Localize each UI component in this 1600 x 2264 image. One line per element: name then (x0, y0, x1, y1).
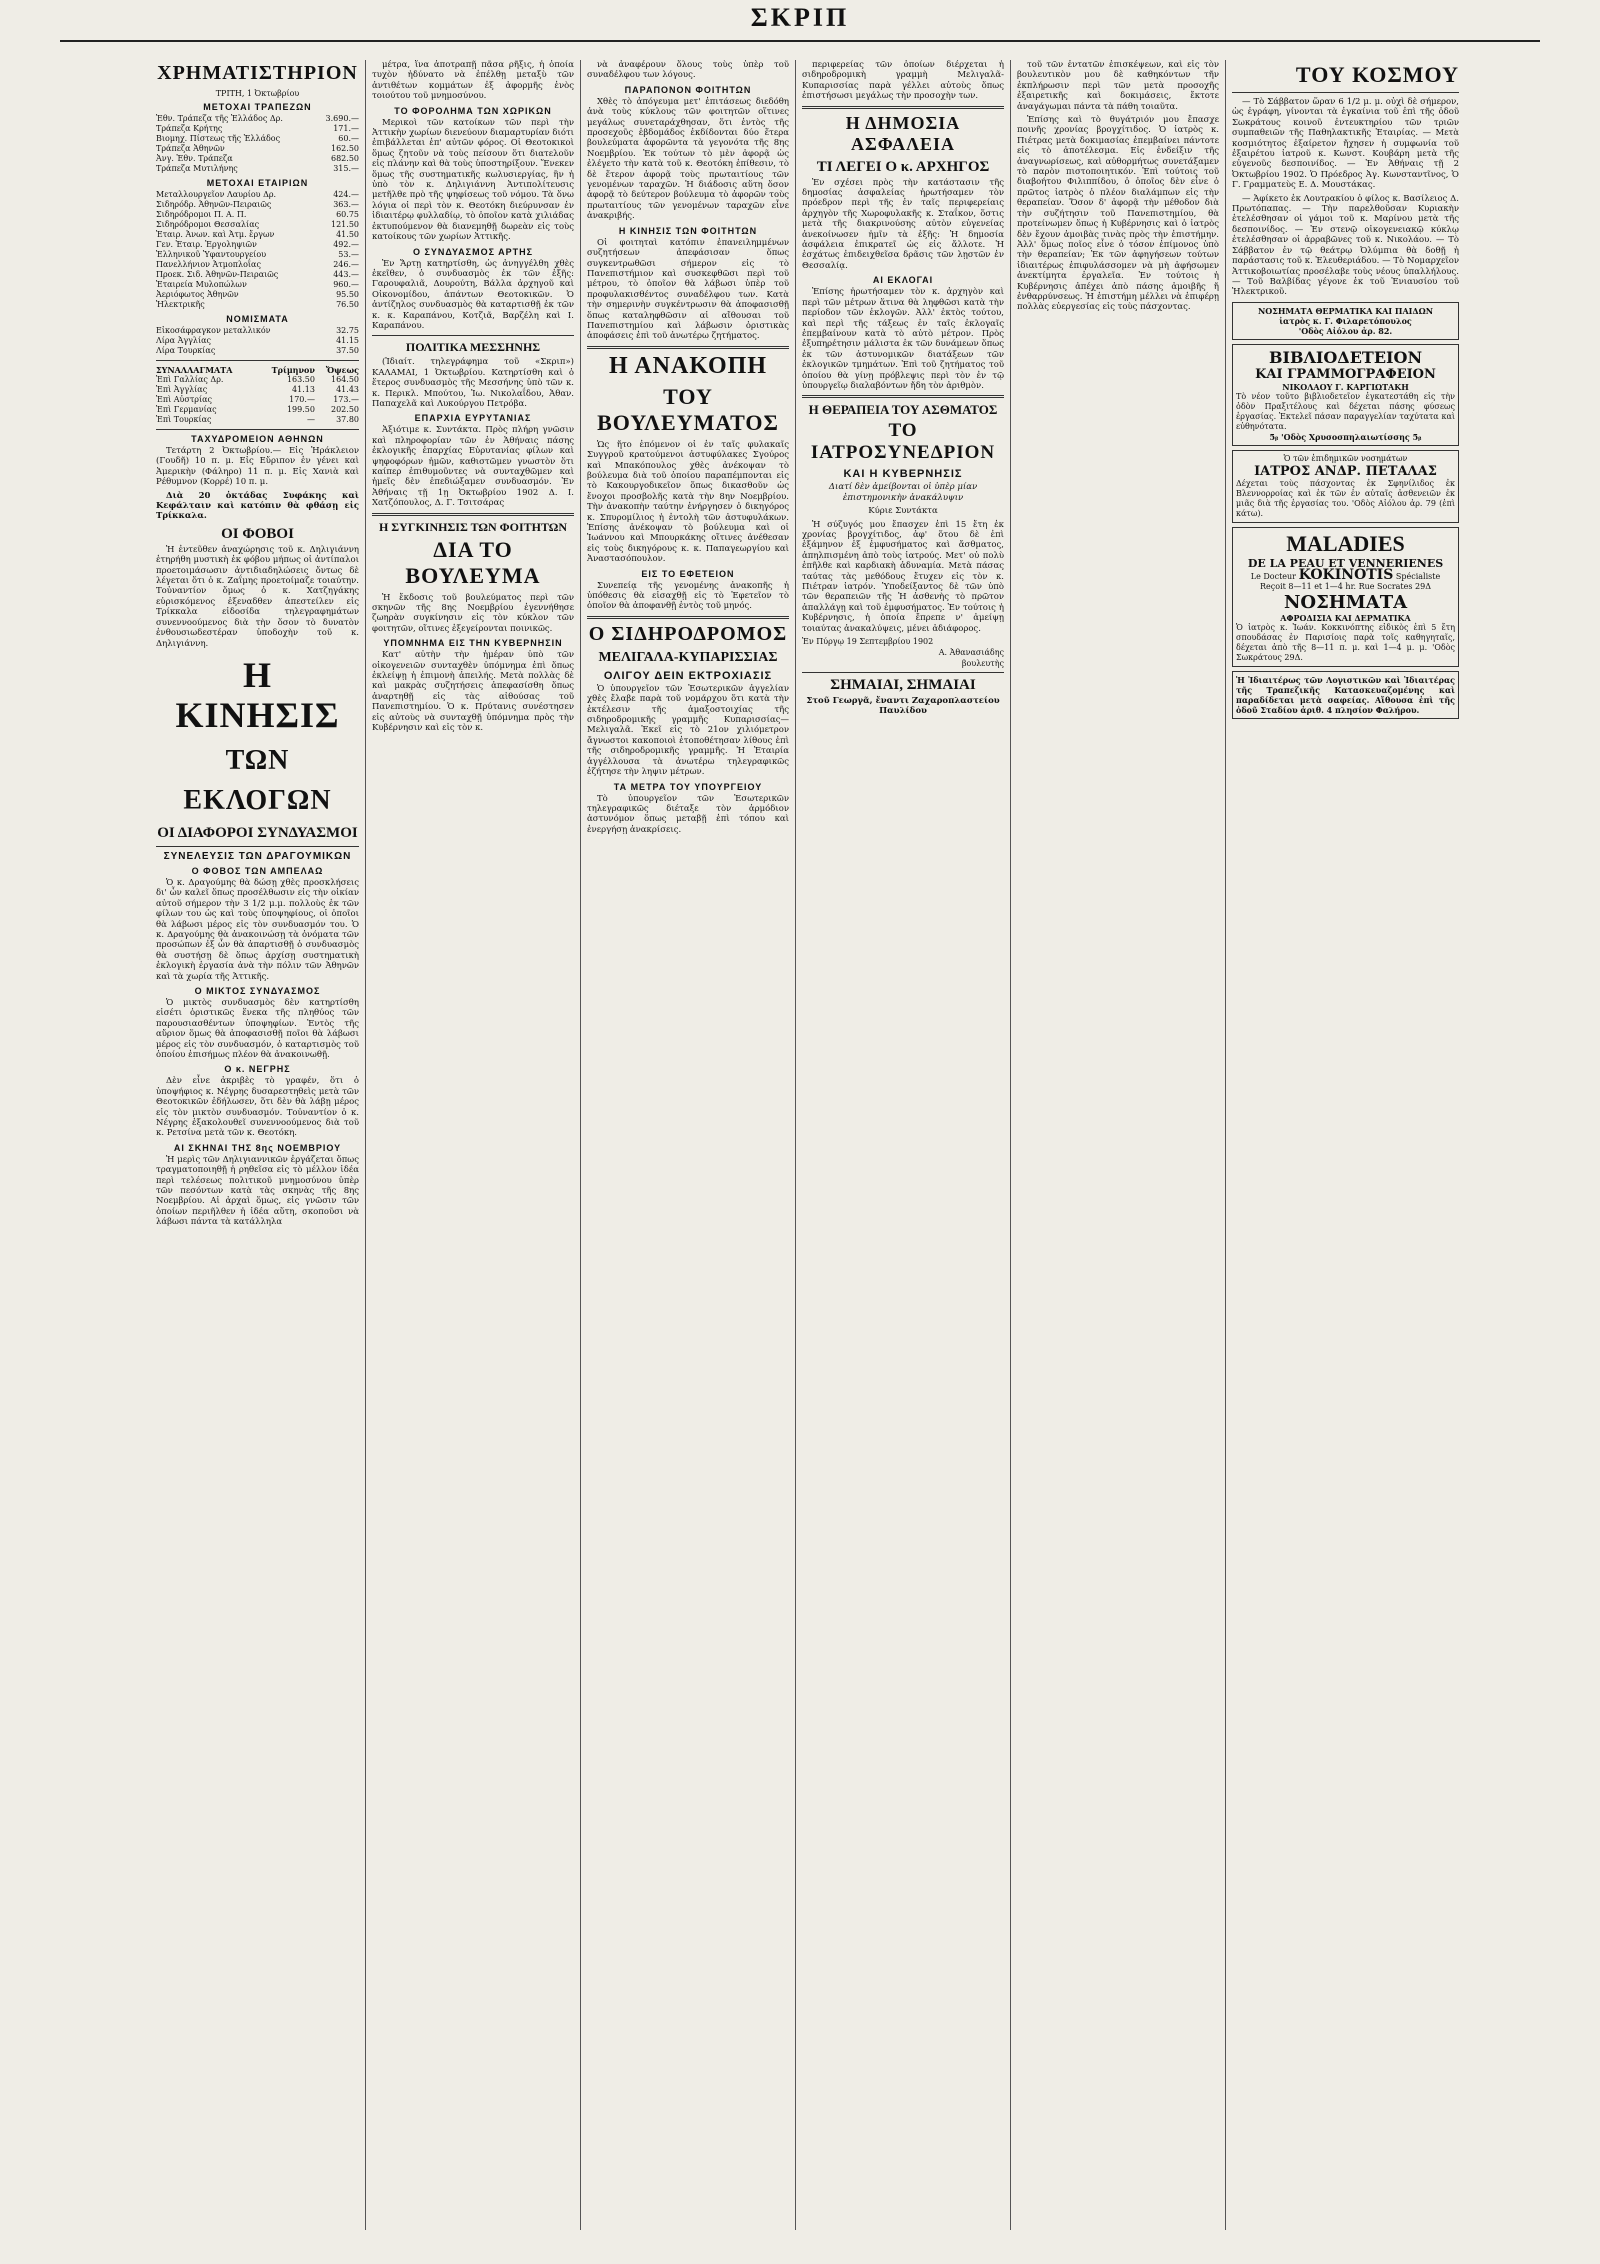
table-cell: 41.15 (336, 336, 359, 345)
ad-petalas-heading: ΙΑΤΡΟΣ ΑΝΔΡ. ΠΕΤΑΛΑΣ (1254, 463, 1437, 479)
safety-text: Ἐν σχέσει πρὸς τὴν κατάστασιν τῆς δημοσίας ἀσφαλείας ἠρωτήσαμεν τὸν πρόεδρον περὶ τῆς ἐν ταῖς περιφερείαις ἀρχηγὸν τῆς Χωροφυλακῆς κ. Σταΐκον, ὅστις μετὰ τῆς διακρινούσης αὐτὸν εὐγενείας ἀνεκοίνωσεν ἡμῖν τὰ ἑξῆς: Ἡ δημοσία ἀσφάλεια ἐπικρατεῖ ὡς εἰς ἄλλοτε. Ἡ ἐσχάτως ἐπιδειχθεῖσα δρᾶσις τῶν λῃστῶν ἐν Θεσσαλίᾳ. (802, 177, 1004, 271)
table-cell: 53.— (338, 250, 359, 259)
mixed-text: Ὁ μικτὸς συνδυασμὸς δὲν κατηρτίσθη εἰσέτι ὁριστικῶς ἕνεκα τῆς πληθύος τῶν παρουσιασθέντων ὑποψηφίων. Ἐντὸς τῆς αὔριον ὅμως θὰ ἀποφασισθῇ ποῖοι θὰ λάβωσι μέρος εἰς τὸν συνδυασμόν, ὁ καταρτισμὸς τοῦ ὁποίου ἐπισήμως πλέον θὰ ἀνακοινωθῇ. (156, 997, 359, 1060)
ad-petalas-line-1: Ὁ τῶν ἐπιδημικῶν νοσημάτων (1283, 453, 1408, 463)
table-cell: 76.50 (336, 300, 359, 309)
fears-text: Ἡ ἐντεῦθεν ἀναχώρησις τοῦ κ. Δηλιγιάννη ἐτηρήθη μυστικὴ ἐκ φόβου μήπως οἱ ἀντίπαλοι προετοιμάσωσιν ἀντιδιαδηλώσεις ὄντως δὲ λέγεται ὅτι ὁ κ. Ζαΐμης προετοίμαζε τοιαύτην. Τοὐναντίον ὅμως ὁ κ. Χατζηγάκης εὑρισκόμενος ἐξεναδθεν ἀπεστείλεν εἰς Τρίκκαλα εἰδοσίδα τηλεγραφημάτων συνεννοούμενος διὰ τὴν ὅσον τὸ δυνατὸν ἐνθουσιωδεστέραν ὑποδοχὴν τοῦ κ. Δηλιγιάννη. (156, 544, 359, 649)
column-4 (795, 60, 1010, 2230)
ad-physician-line-2: ἰατρὸς κ. Γ. Φιλαρετόπουλος (1279, 315, 1412, 326)
alliances-heading: ΟΙ ΔΙΑΦΟΡΟΙ ΣΥΝΔΥΑΣΜΟΙ (157, 824, 358, 841)
ad-maladies-doctor: Le Docteur (1250, 571, 1297, 581)
ad-maladies-line (1236, 566, 1455, 583)
table-row (156, 270, 359, 280)
table-cell: Σιδηρόδρ. Ἀθηνῶν-Πειραιῶς (156, 200, 272, 209)
ad-maladies (1232, 527, 1459, 667)
table-row (156, 260, 359, 270)
ad-physician-line-3: 'Οδὸς Αἰόλου ἀρ. 82. (1298, 325, 1393, 336)
table-cell: 202.50 (331, 405, 359, 414)
table-cell: Γεν. Ἑταιρ. Ἐργοληψιῶν (156, 240, 257, 249)
table-row (156, 415, 359, 425)
appeals-court-text: Συνεπείᾳ τῆς γενομένης ἀνακοπῆς ἡ ὑπόθεσις θὰ εἰσαχθῇ εἰς τὸ Ἐφετεῖον τὸ ὁποῖον θὰ ἀποφανθῇ ἐντὸς τοῦ μηνός. (587, 580, 789, 612)
table-cell: 41.13 (292, 385, 315, 394)
movement-heading-1: Η ΚΙΝΗΣΙΣ (175, 654, 340, 735)
table-cell: 171.— (333, 124, 359, 133)
tax-heading: ΤΟ ΦΟΡΟΛΗΜΑ ΤΩΝ ΧΩΡΙΚΩΝ (394, 105, 552, 116)
divider (587, 346, 789, 349)
table-cell: 95.50 (336, 290, 359, 299)
table-row (156, 375, 359, 385)
table-cell: 162.50 (331, 144, 359, 153)
ad-bindery-heading-1: ΒΙΒΛΙΟΔΕΤΕΙΟΝ (1268, 347, 1423, 367)
table-cell: 60.— (338, 134, 359, 143)
ad-bindery-heading-3: ΝΙΚΟΛΑΟΥ Γ. ΚΑΡΓΙΩΤΑΚΗ (1282, 381, 1409, 392)
divider (372, 513, 574, 516)
table-cell: 41.50 (336, 230, 359, 239)
table-cell: Σιδηρόδρομοι Θεσσαλίας (156, 220, 260, 229)
table-cell: Ἐθν. Τράπεζα τῆς Ἑλλάδος Δρ. (156, 114, 283, 123)
safety-heading-1: Η ΔΗΜΟΣΙΑ ΑΣΦΑΛΕΙΑ (845, 112, 961, 154)
market-date: ΤΡΙΤΗ, 1 Ὀκτωβρίου (215, 89, 300, 98)
column-3 (580, 60, 795, 2230)
ad-bindery (1232, 344, 1459, 446)
railway-text: Ὁ ὑπουργεῖον τῶν Ἐσωτερικῶν ἀγγελίαν χθὲς ἔλαβε παρὰ τοῦ νομάρχου ὅτι κατὰ τὴν ἐκτέλεσιν τῆς ἁμαξοστοιχίας τῆς σιδηροδρομικῆς γραμμῆς Κυπαρισσίας—Μελιγαλᾶ. Ἐκεῖ εἰς τὸ 21ον χιλιόμετρον ἄγνωστοι κακοποιοὶ ἐτοποθέτησαν λίθους ἐπὶ τῆς σιδηροδρομικῆς γραμμῆς. Ἡ Ἑταιρία ἀγγέλλουσα τὰ ἀνωτέρω τηλεγραφικῶς ἐζήτησε τὴν ληψιν μέτρων. (587, 683, 789, 778)
divider (802, 395, 1004, 398)
measures-heading: ΤΑ ΜΕΤΡΑ ΤΟΥ ΥΠΟΥΡΓΕΙΟΥ (613, 781, 763, 792)
flags-text: Στοῦ Γεωργᾶ, ἔναντι Ζαχαροπλαστείου Παυλίδου (806, 696, 1000, 717)
table-cell: 315.— (333, 164, 359, 173)
table-cell: Βιομηχ. Πίστεως τῆς Ἑλλάδος (156, 134, 281, 143)
table-cell: 170.— (289, 395, 315, 404)
students-heading-2: ΔΙΑ ΤΟ ΒΟΥΛΕΥΜΑ (405, 536, 541, 588)
congress-heading-2: ΚΑΙ Η ΚΥΒΕΡΝΗΣΙΣ (843, 468, 963, 481)
table-cell: Λίρα Τουρκίας (156, 346, 216, 355)
table-row (156, 164, 359, 174)
ad-physician (1232, 302, 1459, 340)
column-1 (150, 60, 365, 2230)
banks-table (156, 114, 359, 174)
divider (372, 335, 574, 336)
fears-heading: ΟΙ ΦΟΒΟΙ (221, 525, 294, 542)
table-cell: Ἀνγ. Ἐθν. Τράπεζα (156, 154, 233, 163)
scenes-text: Ἡ μερὶς τῶν Δηλιγιαννικῶν ἐργάζεται ὅπως τραγματοποιηθῇ ἡ ρηθεῖσα εἰς τὸ μέλλον ἰδέα περὶ τελέσεως πολιτικοῦ μνημοσύνου ὑπὲρ τῶν πεσόντων κατὰ τὰς σκηνὰς τῆς 8ης Νοεμβρίου. Αἱ ἀρχαὶ ὅμως, εἰς γνῶσιν τῶν ὁποίων περιῆλθεν ἡ ἰδέα αὕτη, σκοποῦσι νὰ λάβωσι πάντα τὰ κατάλληλα (156, 1154, 359, 1228)
table-cell: 37.80 (336, 415, 359, 424)
table-row (156, 220, 359, 230)
measures-text: Τὸ ὑπουργεῖον τῶν Ἐσωτερικῶν τηλεγραφικῶς διέταξε τὸν ἁρμόδιον ἀστυνόμον ὅπως μεταβῇ ἐπὶ τόπου καὶ ἐνεργήσῃ ἀνακρίσεις. (587, 793, 789, 835)
ad-maladies-heading-2: DE LA PEAU ET VENNERIENES (1247, 556, 1444, 570)
divider (156, 360, 359, 361)
safety-heading-2: ΤΙ ΛΕΓΕΙ Ο κ. ΑΡΧΗΓΟΣ (816, 158, 990, 175)
ad-bindery-address: 5ᵦ 'Οδὸς Χρυσοσπηλαιωτίσσης 5ᵦ (1269, 431, 1422, 442)
column-5 (1010, 60, 1225, 2230)
table-row (156, 385, 359, 395)
students-heading-1: Η ΣΥΓΚΙΝΗΣΙΣ ΤΩΝ ΦΟΙΤΗΤΩΝ (378, 519, 568, 534)
table-cell: 960.— (333, 280, 359, 289)
table-cell: Τράπεζα Ἀθηνῶν (156, 144, 225, 153)
table-row (156, 326, 359, 336)
exchange-table (156, 365, 359, 425)
complaint-heading: ΠΑΡΑΠΟΝΟΝ ΦΟΙΤΗΤΩΝ (624, 84, 752, 95)
table-cell: 60.75 (336, 210, 359, 219)
ad-diseases-text: Ὁ ἰατρὸς κ. Ἰωάν. Κοκκινόπτης εἰδικὸς ἐπὶ 5 ἔτη σπουδάσας ἐν Παρισίοις παρὰ τοῖς καθηγηταῖς, δέχεται ἀπὸ τῆς 8—11 π. μ. καὶ 1—4 μ. μ. 'Οδὸς Σωκράτους 29Δ. (1236, 622, 1455, 662)
col5-body: Ἐπίσης καὶ τὸ θυγάτριόν μου ἔπασχε ποινῆς χρονίας βρογχίτιδος. Ὁ ἰατρὸς κ. Πιέτρας μετὰ δοκιμασίας ἐπεμβαίνει πάντοτε εἰς τὸ ἀποτέλεσμα. Εἰς ἐνδείξιν τῆς ἀναγνωρίσεως, καὶ αὐθορμήτως συνετάξαμεν τὸ παρὸν πιστοποιητικόν. Ἐπὶ τούτοις τοῦ διαβοήτου Φιλιππίδου, ὁ ὁποῖος δὲν εἶνε ὁ πρῶτος ἰατρὸς ὁ πλέον διαλάμπων εἰς τὴν θεραπείαν. Ὅσον δ' ἀφορᾷ τὴν μέθοδον διὰ τὴν συζήτησιν τοῦ Πανεπιστημίου, θὰ προτείνωμεν ὅπως ἡ Κυβέρνησις καὶ ὁ ἰατρὸς δὲν ἔχουν ἀμοιβὰς τινὰς πρὸς τὴν ἐπιστήμην. Ἀλλ' ὅμως ποῖος εἶνε ὁ τόσον ἐπίμονος ὑπὸ τὴν θεραπείαν; Ἐκ τῶν ἀφηγήσεων τούτων ἰδιαιτέρως ἐπιφυλάσσομεν νὰ μὴ ἀφήσωμεν ἀνεκτίμητα ἐργαλεῖα. Ἐν τούτοις ἡ Κυβέρνησις ἀπέχει ἀπὸ πάσης ἀμοιβῆς ἤ ἐνθαρρύνσεως. Ἡ ἐπιστήμη μέλλει νὰ ἐπιφέρῃ πολλὰς εὐεργεσίας εἰς τοὺς πάσχοντας. (1017, 115, 1219, 313)
table-cell: Ἑταιρ. Ἀνων. καὶ Ἀτμ. ἔργων (156, 230, 275, 239)
scenes-heading: ΑΙ ΣΚΗΝΑΙ ΤΗΣ 8ης ΝΟΕΜΒΡΙΟΥ (173, 1142, 342, 1153)
masthead (0, 0, 1600, 50)
railway-heading-1: Ο ΣΙΔΗΡΟΔΡΟΜΟΣ (588, 622, 788, 645)
mixed-heading: Ο ΜΙΚΤΟΣ ΣΥΝΔΥΑΣΜΟΣ (194, 985, 321, 996)
flags-heading: ΣΗΜΑΙΑΙ, ΣΗΜΑΙΑΙ (830, 677, 976, 694)
table-row (156, 395, 359, 405)
messinia-heading: ΠΟΛΙΤΙΚΑ ΜΕΣΣΗΝΗΣ (405, 340, 541, 355)
table-cell: 363.— (333, 200, 359, 209)
lead-text: Διὰ 20 ὀκτάδας Συφάκης καὶ Κεφάλταιν καὶ κατόπιν θὰ φθάσῃ εἰς Τρίκκαλα. (156, 490, 359, 522)
society-text-2: — Ἀφίκετο ἐκ Λουτρακίου ὁ φίλος κ. Βασίλειος Δ. Πρωτόπαπας. — Τὴν παρελθοῦσαν Κυριακὴν ἐτελέσθησαν οἱ γάμοι τοῦ κ. Μαρίνου μετὰ τῆς δεσποινίδος. — Ἐν στενῷ οἰκογενειακῷ κύκλῳ ἐτελέσθησαν οἱ ἀρραβῶνες τοῦ κ. Νικολάου. — Τὸ Σάββατον ἐν τῷ θεάτρῳ Ὀλύμπια θὰ δοθῇ ἡ παράστασις τοῦ κ. Ἑλευθεριάδου. — Τὸ Νομαρχεῖον Ἀττικοβοιωτίας προσέλαβε τοὺς νέους ὑπαλλήλους. — Τοῦ Βαλβίδας γέγονε ἐκ τοῦ Ἐνιαυσίου τοῦ Ἠλεκτρικοῦ. (1232, 193, 1459, 298)
column-2 (365, 60, 580, 2230)
negris-text: Δὲν εἶνε ἀκριβὲς τὸ γραφέν, ὅτι ὁ ὑποψήφιος κ. Νέγρης δυσαρεστηθεὶς μετὰ τῶν Θεοτοκικῶν ἐδήλωσεν, ὅτι δὲν θὰ λάβῃ μέρος εἰς τὸν μικτὸν συνδυασμόν. Τοὐναντίον ὁ κ. Νέγρης ἐξακολουθεῖ συνεννοούμενος διὰ τοῦ κ. Ρετσίνα μετὰ τῶν κ. Θεοτόκη. (156, 1076, 359, 1139)
table-cell: 163.50 (286, 375, 315, 384)
table-row (156, 290, 359, 300)
students-movement-heading: Η ΚΙΝΗΣΙΣ ΤΩΝ ΦΟΙΤΗΤΩΝ (618, 225, 758, 236)
table-header-cell: Τρίμηνον (271, 365, 315, 375)
table-row (156, 200, 359, 210)
companies-table (156, 190, 359, 310)
col2-continuation: μέτρα, ἵνα ἀποτραπῇ πᾶσα ρῆξις, ἡ ὁποία τυχὸν ἠδύνατο νὰ ἐπέλθῃ μεταξὺ τῶν ἀντιθέτων κομμάτων ἐξ ἀφορμῆς ἑνὸς τοιούτου τοῦ μνημοσύνου. (372, 60, 574, 102)
table-row (156, 114, 359, 124)
ad-maladies-hours: Reçoit 8—11 et 1—4 hr. Rue Socrates 29Δ (1260, 581, 1431, 591)
table-cell: Πανελλήνιον Ἀτμοπλοΐας (156, 260, 261, 269)
table-cell: 37.50 (336, 346, 359, 355)
mail-text: Τετάρτη 2 Ὀκτωβρίου.— Εἰς Ἡράκλειον (Γουδῆ) 10 π. μ. Εἰς Εὔριπον ἐν γένει καὶ Ἀμερικὴν (Φάληρο) 11 π. μ. Εἰς Χανιὰ καὶ Ρέθυμνον (Κορρέ) 10 π. μ. (156, 446, 359, 488)
society-text: — Τὸ Σάββατον ὥραν 6 1/2 μ. μ. οὐχὶ δὲ σήμερον, ὡς ἐγράφη, γίνονται τὰ ἐγκαίνια τοῦ ἐπὶ τῆς ὁδοῦ Σωκράτους κοινοῦ ἐντευκτηρίου τῶν τριῶν συμπαθειῶν τῆς Παθηλακτικῆς Ἑταιρίας. — Μετὰ κοσμιότητος ἐξαίρετον ἤχησεν ἡ συμφωνία τοῦ ἐξαιρέτου ἰατροῦ κ. Κωνστ. Κουβάρη μετὰ τῆς εὐγενοῦς δεσποινίδος. — Ἐν Ἀθήναις τῇ 2 Ὀκτωβρίου 1902. Ὁ Πρόεδρος Ἀγ. Κωνσταντῖνος, Ὁ Γ. Γραμματεὺς Ε. Δ. Μουστάκας. (1232, 97, 1459, 191)
appeals-court-heading: ΕΙΣ ΤΟ ΕΦΕΤΕΙΟΝ (641, 568, 735, 579)
divider (587, 616, 789, 619)
ad-petalas-text: Δέχεται τοὺς πάσχοντας ἐκ Σφηνίλιδος ἐκ Βλεννορροίας καὶ ἐκ τῶν ἐν αὐταῖς ἀσθενειῶν ἐκ μιᾶς διὰ τῆς ἐργασίας του. 'Οδὸς Αἰόλου ἀρ. 79 (ἐπὶ κάτω). (1236, 478, 1455, 518)
companies-heading: ΜΕΤΟΧΑΙ ΕΤΑΙΡΙΩΝ (206, 178, 309, 188)
movement-heading-2: ΤΩΝ ΕΚΛΟΓΩΝ (183, 744, 332, 816)
railway-heading-2: ΜΕΛΙΓΑΛΑ-ΚΥΠΑΡΙΣΣΙΑΣ (598, 649, 778, 665)
table-cell: 121.50 (331, 220, 359, 229)
mail-heading: ΤΑΧΥΔΡΟΜΕΙΟΝ ΑΘΗΝΩΝ (191, 434, 324, 444)
railway-heading-3: ΟΛΙΓΟΥ ΔΕΙΝ ΕΚΤΡΟΧΙΑΣΙΣ (603, 669, 773, 682)
complaint-text: Χθὲς τὸ ἀπόγευμα μετ' ἐπιτάσεως διεδόθη ἀνὰ τοὺς κύκλους τῶν φοιτητῶν οἵτινες μεγάλως συνεταράχθησαν, ὅτι ἐντὸς τῆς προσεχοῦς ἑβδομάδος ἐκδίδονται δύο ἕτερα βουλεύματα ἀφορῶντα τὰ γεγονότα τῆς 8ης Νοεμβρίου. Ἐκ τούτων τὸ μὲν ἀφορᾷ ὡς ἐλέγετο τὴν κατὰ τοῦ κ. Θεοτόκη ἐπίθεσιν, τὸ δὲ ἕτερον ἀφορᾷ τοὺς πρωταιτίους τῶν γενομένων ταραχῶν. Ἡ διάδοσις αὕτη ὅσον ἀφορᾷ τὸ δεύτερον βούλευμα τὸ ἀφορῶν τοὺς πρωταιτίους τῶν γενομένων ταραχῶν εἶνε ἀνακριβής. (587, 96, 789, 222)
appeal-text: Ὡς ἤτο ἑπόμενον οἱ ἐν ταῖς φυλακαῖς Συγγροῦ κρατούμενοι ἀστυφύλακες Σγούρος καὶ Μπακόπουλος χθὲς ἀνέκοψαν τὸ βούλευμα διὰ τοῦ ὁποίου παραπέμπονται εἰς τὸ Κακουργοδικεῖον ὅπως δικασθοῦν ὡς ἔνοχοι προσβολῆς κατὰ τὴν 8ην Νοεμβρίου. Τὴν ἀνακοπὴν ταύτην ἐνήργησεν ὁ δικηγόρος κ. Σπυρομίλιος ἡ ἐντολὴ τῶν ἀστυφυλάκων. Ἐπίσης ἀνέκοψαν τὸ βούλευμα καὶ οἱ Ἰωάννου καὶ Μπουρκάκης οἵτινες ἀνέθεσαν εἰς τοὺς δικηγόρους κ. κ. Παπαγεωργίου καὶ Ἀναστασόπουλον. (587, 439, 789, 565)
table-cell: Τράπεζα Μυτιλήνης (156, 164, 238, 173)
table-row (156, 300, 359, 310)
table-cell: Ἠλεκτρικῆς (156, 300, 205, 309)
table-cell: Ἐπὶ Τουρκίας (156, 415, 212, 424)
table-cell: 682.50 (331, 154, 359, 163)
memo-text: Κατ' αὐτὴν τὴν ἡμέραν ὑπὸ τῶν οἰκογενειῶν συνταχθὲν ὑπόμνημα ἐπὶ ὅπως ἐκλείψῃ ἡ ἐπιμονὴ ἀπειλής. Μετὰ πολλὰς δὲ καὶ μακρὰς συζητήσεις ἀπεφασίσθη ὅπως ἀναρτηθῇ εἰς τὰς αἰθούσας τοῦ Πανεπιστημίου. Ὁ κ. Πρύτανις συνέστησεν εἰς αὐτοὺς νὰ συνταχθῇ ὑπόμνημα πρὸς τὴν Κυβέρνησιν καὶ εἰς τὸν κ. (372, 650, 574, 734)
table-cell: 199.50 (286, 405, 315, 414)
table-cell: Ἐπὶ Γαλλίας Δρ. (156, 375, 224, 384)
table-cell: Ἑταιρεία Μυλοπώλων (156, 280, 247, 289)
coins-heading: ΝΟΜΙΣΜΑΤΑ (226, 314, 289, 324)
letter-signature: Α. Ἀθανασιάδης (938, 648, 1004, 658)
table-cell: 164.50 (331, 375, 359, 384)
table-row (156, 336, 359, 346)
table-cell: Ἀεριόφωτος Ἀθηνῶν (156, 290, 239, 299)
table-row (156, 250, 359, 260)
society-heading: ΤΟΥ ΚΟΣΜΟΥ (1295, 62, 1459, 87)
students-movement-text: Οἱ φοιτηταὶ κατόπιν ἐπανειλημμένων συζητήσεων ἀπεφάσισαν ὅπως συγκεντρωθῶσι σήμερον εἰς τὸ Πανεπιστήμιον καὶ συσκεφθῶσι περὶ τοῦ μέτρου, τὸ ὁποῖον θὰ λάβωσι ὑπὲρ τοῦ προφυλακισθέντος συναδέλφου των. Κατὰ τὴν σημερινὴν συγκέντρωσιν θὰ ἀποφασισθῇ ὅπως καταληφθῶσιν αἱ αἴθουσαι τοῦ Πανεπιστημίου καὶ λάβωσιν ὁριστικὰς ἀποφάσεις ἐπὶ τοῦ ἀνωτέρω ζητήματος. (587, 237, 789, 342)
eurytania-heading: ΕΠΑΡΧΙΑ ΕΥΡΥΤΑΝΙΑΣ (414, 413, 532, 424)
ad-physician-line-1: ΝΟΣΗΜΑΤΑ ΘΕΡΜΑΤΙΚΑ ΚΑΙ ΠΑΙΔΩΝ (1257, 305, 1434, 316)
table-row (156, 230, 359, 240)
table-cell: 492.— (333, 240, 359, 249)
ad-maladies-name: KOKINOTIS (1298, 566, 1394, 583)
congress-text: Ἡ σύζυγός μου ἔπασχεν ἐπὶ 15 ἔτη ἐκ χρονίας βρογχίτιδος, ἀφ' ὅτου δὲ ἐπὶ ἑξάμηνον ἐξ ἐμφυσήματος καὶ ἄσθματος, ἀπηλπισμένη ἀπὸ τοὺς ἰατρούς. Μετ' οὐ πολὺ ἐπῆλθε καὶ καρδιακὴ ἀδυναμία. Μετὰ πάσας ταύτας τὰς μεθόδους ἔτυχεν εἰς τὸν κ. Πιέτραν ἰατρόν. Ὑποδείξαντος δὲ τῶν ὑπὸ τῶν θεραπειῶν τῆς Ἡ ἀσθενὴς τὸ πρῶτον ἀπαλλάγῃ καὶ τοῦ ἐμφυσήματος. Ἐν τούτοις ἡ Κυβέρνησις, ἡ ὁποία ἔπρεπε ν' ἀμείψῃ τοιαύτας ἀνακαλύψεις, μένει ἀδιάφορος. (802, 519, 1004, 634)
ad-accounting-text: Ἡ Ἰδιαιτέρως τῶν Λογιστικῶν καὶ Ἰδιαιτέρας τῆς Τραπεζικῆς Κατασκευαζομένης καὶ παραδίδεται μετὰ σαφείας. Αἴθουσα ἐπὶ τῆς ὁδοῦ Σταδίου ἀριθ. 4 πλησίον Φαλήρου. (1236, 674, 1455, 715)
table-row (156, 190, 359, 200)
table-cell: 443.— (333, 270, 359, 279)
ad-maladies-heading-1: MALADIES (1286, 530, 1405, 556)
masthead-rule (60, 40, 1540, 42)
ad-bindery-text: Τὸ νέον τοῦτο βιβλιοδετεῖον ἐγκατεστάθη εἰς τὴν ὁδὸν Πραξιτέλους καὶ δέχεται πάσης φύσεως ἐργασίας. Ἐκτελεῖ πάσαν παραγγελίαν ταχύτατα καὶ εὐθηνότατα. (1236, 391, 1455, 431)
eurytania-text: Ἀξιότιμε κ. Συντάκτα. Πρὸς πλήρη γνῶσιν καὶ πληροφορίαν τῶν ἐν Ἀθήναις πάσης ἐκλογικῆς ἐπαρχίας Εὐρυτανίας φίλων καὶ ψηφοφόρων ἡμῶν, καθιστῶμεν γνωστὸν ὅτι καίπερ ἐπιθυμοῦντες νὰ συνταχθῶμεν καὶ ἡμεῖς δὲν ἐπεδιώξαμεν συνδυασμόν. Ἐν Ἀθήναις τῇ 1ῃ Ὀκτωβρίου 1902 Δ. Ι. Χατζόπουλος, Δ. Γ. Τσιτσάρας (372, 425, 574, 509)
table-cell: Ἐπὶ Ἀγγλίας (156, 385, 208, 394)
appeal-heading-2: ΤΟΥ ΒΟΥΛΕΥΜΑΤΟΣ (597, 383, 779, 435)
ad-diseases-heading-2: ΑΦΡΟΔΙΣΙΑ ΚΑΙ ΔΕΡΜΑΤΙΚΑ (1280, 612, 1411, 623)
table-row (156, 346, 359, 356)
table-row (156, 405, 359, 415)
asthma-heading: Η ΘΕΡΑΠΕΙΑ ΤΟΥ ΑΣΘΜΑΤΟΣ (808, 402, 998, 418)
table-cell: Ἐπὶ Αὐστρίας (156, 395, 213, 404)
ad-maladies-specialist: Spécialiste (1395, 571, 1441, 581)
coins-table (156, 326, 359, 356)
divider (156, 846, 359, 847)
table-row (156, 124, 359, 134)
table-row (156, 280, 359, 290)
column-6 (1225, 60, 1465, 2230)
divider (156, 429, 359, 430)
table-row (156, 134, 359, 144)
table-cell: 424.— (333, 190, 359, 199)
table-row (156, 154, 359, 164)
ad-petalas (1232, 450, 1459, 523)
table-cell: Ἐπὶ Γερμανίας (156, 405, 217, 414)
col4-continuation: περιφερείας τῶν ὁποίων διέρχεται ἡ σιδηροδρομικὴ γραμμὴ Μελιγαλᾶ-Κυπαρισσίας παρὰ γέλλει αὐτοὺς ὅπως ἐπιστήσωσι μεγάλως τὴν προσοχὴν των. (802, 60, 1004, 102)
table-header-cell: Ὄψεως (325, 365, 359, 375)
tax-text: Μερικοὶ τῶν κατοίκων τῶν περὶ τὴν Ἀττικὴν χωρίων διενεύουν διαμαρτυρίαν διότι ἐπιβάλλεται ἐπ' αὐτῶν φόρος. Οἱ Θεοτοκικοὶ ὅμως ζητοῦν νὰ τοὺς πείσουν ὅτι διατελοῦν εἰς πλάνην καὶ θὰ τοὺς ὑποστηρίξουν. Ἕνεκεν ὅμως τῆς συστηματικῆς κωλυσιεργίας, ἣν ἡ ὑπὸ τὸν κ. Δηλιγιάννη Ἀντιπολίτευσις μετῆλθε πρὸ τῆς ψηφίσεως τοῦ νόμου. Τὰ ὅνω λόγια οἱ περὶ τὸν κ. Θεοτόκη διεύρυνσαν ἐν ἰδιαιτέρῳ φυλλαδίῳ, τὸ ὁποῖον κατὰ χιλιάδας ἐκτυπούμενον θὰ διανεμηθῇ δωρεὰν εἰς τοὺς κατοίκους τῶν χωρίων Ἀττικῆς. (372, 117, 574, 243)
elections-heading: ΑΙ ΕΚΛΟΓΑΙ (872, 275, 934, 286)
table-header-row (156, 365, 359, 375)
messinia-text: (Ἰδιαίτ. τηλεγράφημα τοῦ «Σκριπ») ΚΑΛΑΜΑΙ, 1 Ὀκτωβρίου. Κατηρτίσθη καὶ ὁ ἕτερος συνδυασμὸς τῆς Μεσσήνης ὑπὸ τῶν κ. κ. Περικλ. Μπούτου, Ἰω. Νικολαΐδου, Ἀθαν. Παπαχελᾶ καὶ Λυκούργου Πετρόβα. (372, 357, 574, 409)
market-heading: ΧΡΗΜΑΤΙΣΤΗΡΙΟΝ (157, 62, 358, 84)
fear-ampelos-heading: Ο ΦΟΒΟΣ ΤΩΝ ΑΜΠΕΛΑΩ (191, 865, 324, 876)
art-text: Ἐν Ἄρτῃ κατηρτίσθη, ὡς ἀνηγγέλθη χθὲς ἐκεῖθεν, ὁ συνδυασμὸς ἐκ τῶν ἑξῆς: Γαρουφαλιᾶ, Δουρούτη, Βάλλα ἀρχηγοῦ καὶ Οἰκονομίδου, ἀπάντων Θεοτοκικῶν. Ὁ ἀντίζηλος συνδυασμὸς θὰ καταρτισθῇ ἐκ τῶν κ. κ. Καραπάνου, Κοτζιᾶ, Βαρζέλη καὶ Ι. Καραπάνου. (372, 258, 574, 331)
congress-salute: Κύριε Συντάκτα (868, 506, 938, 517)
table-cell: Λίρα Ἀγγλίας (156, 336, 211, 345)
meetings-heading: ΣΥΝΕΛΕΥΣΙΣ ΤΩΝ ΔΡΑΓΟΥΜΙΚΩΝ (163, 850, 352, 862)
ad-bindery-heading-2: ΚΑΙ ΓΡΑΜΜΟΓΡΑΦΕΙΟΝ (1255, 366, 1436, 382)
table-cell: Μεταλλουργεῖον Λαυρίου Δρ. (156, 190, 277, 199)
table-cell: 41.43 (336, 385, 359, 394)
banks-heading: ΜΕΤΟΧΑΙ ΤΡΑΠΕΖΩΝ (203, 102, 312, 112)
table-cell: Τράπεζα Κρήτης (156, 124, 223, 133)
art-heading: Ο ΣΥΝΔΥΑΣΜΟΣ ΑΡΤΗΣ (412, 246, 534, 257)
ad-accounting (1232, 671, 1459, 719)
ad-diseases-heading-1: ΝΟΣΗΜΑΤΑ (1283, 591, 1408, 613)
col5-continuation: τοῦ τῶν ἐντατῶν ἐπισκέψεων, καὶ εἰς τὸν βουλευτικὸν μου δὲ καθηκόντων τῆν ἐκπλήρωσιν περὶ τῶν μετὰ προσοχῆς ἐξαιρετικῆς καὶ δοκιμάσεις, ἔκτοτε ἀναγάγωμαι πάντα τὰ πάθη τοιαῦτα. (1017, 60, 1219, 112)
table-cell: Εἰκοσάφραγκον μεταλλικόν (156, 326, 271, 335)
appeal-heading-1: Η ΑΝΑΚΟΠΗ (609, 352, 767, 379)
table-cell: Ἑλληνικοῦ Ὑφαντουργείου (156, 250, 267, 259)
table-cell: 3.690.— (325, 114, 359, 123)
table-row (156, 240, 359, 250)
letter-signature-title: βουλευτὴς (961, 659, 1004, 669)
table-cell: 32.75 (336, 326, 359, 335)
divider (802, 672, 1004, 673)
congress-subtitle: Διατί δὲν ἀμείβονται οἱ ὑπὲρ μίαν ἐπιστημονικὴν ἀνακάλυψιν (828, 482, 978, 503)
divider (802, 106, 1004, 109)
table-header-cell: ΣΥΝΑΛΛΑΓΜΑΤΑ (156, 365, 233, 375)
students-text: Ἡ ἔκδοσις τοῦ βουλεύματος περὶ τῶν σκηνῶν τῆς 8ης Νοεμβρίου ἐγεννήθησε ζωηρὰν συγκίνησιν εἰς τὸν κύκλον τῶν φοιτητῶν, οἵτινες ἐξεγείρονται ποινικῶς. (372, 592, 574, 634)
congress-heading-1: ΤΟ ΙΑΤΡΟΣΥΝΕΔΡΙΟΝ (810, 420, 996, 464)
meetings-text: Ὁ κ. Δραγούμης θὰ δώσῃ χθὲς προσκλήσεις δι' ὧν καλεῖ ὅπως προσέλθωσιν εἰς τὴν οἰκίαν αὐτοῦ σήμερον τὴν 3 1/2 μ.μ. πολλοὺς ἐκ τῶν φίλων του ὡς καὶ τοὺς ὑποψηφίους, οἱ ὁποῖοι θὰ λάβωσι μέρος εἰς τὸν συνδυασμόν του. Ὁ κ. Δραγούμης θὰ ἀνακοινώσῃ τὰ ὀνόματα τῶν προσώπων ἐξ ὧν θὰ ἀπαρτισθῇ ὁ συνδυασμὸς θὰ συστήσῃ δὲ ὅπως ἀρχίσῃ συστηματικὴ ἐκλογικὴ ἐργασία ἀνὰ τὴν πόλιν τῶν Ἀθηνῶν καὶ τὰ χωρία τῆς Ἀττικῆς. (156, 877, 359, 982)
table-row (156, 210, 359, 220)
table-cell: Σιδηρόδρομοι Π. Α. Π. (156, 210, 247, 219)
table-cell: — (306, 415, 315, 424)
negris-heading: Ο κ. ΝΕΓΡΗΣ (224, 1064, 291, 1075)
divider (1232, 92, 1459, 93)
elections-text: Ἐπίσης ἠρωτήσαμεν τὸν κ. ἀρχηγὸν καὶ περὶ τῶν μέτρων ἅτινα θὰ ληφθῶσι κατὰ τὴν περίοδον τῶν ἐκλογῶν. Ἀλλ' ἐκτὸς τούτου, καὶ περὶ τῆς τάξεως ἐν ταῖς ἐκλογαῖς ἐπεμβαίνουν κατὰ τὸ αὐτὸ μέτρον. Πρὸς ἐξυπηρέτησιν μάλιστα ἐκ τῶν δυνάμεων ὅπως ἐκ τῶν ἀστυνομικῶν διατάξεων τῶν ἐκλογικῶν τμημάτων. Ἐπὶ τοῦ ζητήματος τοῦ ὁποίου θὰ γίνῃ πρόβλεψις περὶ τὸν ἐν τῷ ὑπουργεῖῳ διαλαβόντων ἤδη τὸν ἀριθμὸν. (802, 287, 1004, 391)
masthead-title: ΣΚΡΙΠ (750, 3, 850, 32)
table-row (156, 144, 359, 154)
table-cell: 173.— (333, 395, 359, 404)
memo-heading: ΥΠΟΜΝΗΜΑ ΕΙΣ ΤΗΝ ΚΥΒΕΡΝΗΣΙΝ (383, 638, 563, 649)
col3-continuation: νὰ ἀναφέρουν ὅλους τοὺς ὑπὲρ τοῦ συναδέλφου των λόγους. (587, 60, 789, 81)
letter-date: Ἐν Πύργῳ 19 Σεπτεμβρίου 1902 (802, 637, 934, 647)
table-cell: 246.— (333, 260, 359, 269)
table-cell: Προεκ. Σιδ. Ἀθηνῶν-Πειραιῶς (156, 270, 279, 279)
